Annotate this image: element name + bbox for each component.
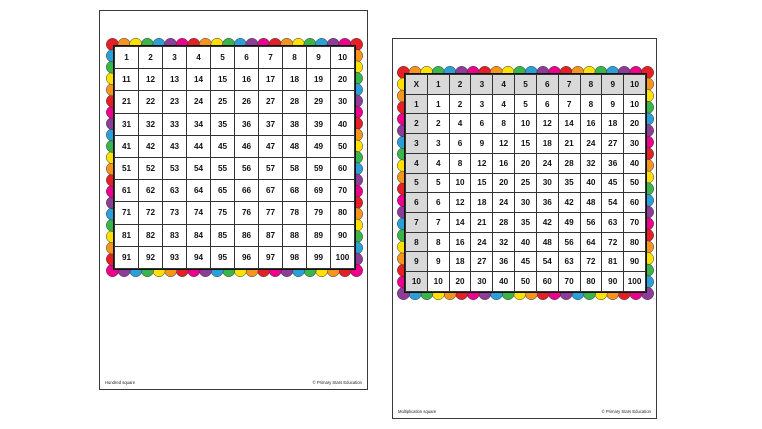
- table-cell: 85: [211, 224, 235, 246]
- table-cell: 40: [580, 173, 602, 193]
- table-cell: 24: [580, 134, 602, 154]
- table-cell: 3: [471, 75, 493, 95]
- table-cell: 52: [139, 157, 163, 179]
- table-cell: 7: [558, 94, 580, 114]
- table-cell: 98: [283, 246, 307, 268]
- table-cell: 94: [187, 246, 211, 268]
- table-row: [406, 252, 646, 272]
- table-cell: 64: [580, 232, 602, 252]
- table-cell: 65: [211, 180, 235, 202]
- table-cell: 96: [235, 246, 259, 268]
- table-cell: 5: [406, 173, 428, 193]
- table-cell: 49: [558, 213, 580, 233]
- table-cell: 66: [235, 180, 259, 202]
- table-cell: 83: [163, 224, 187, 246]
- table-cell: 24: [493, 193, 515, 213]
- table-cell: 45: [515, 252, 537, 272]
- table-cell: 25: [211, 91, 235, 113]
- table-cell: 6: [427, 193, 449, 213]
- table-cell: 30: [515, 193, 537, 213]
- table-cell: 3: [427, 134, 449, 154]
- table-cell: 81: [602, 252, 624, 272]
- table-cell: 60: [331, 157, 355, 179]
- table-cell: 28: [493, 213, 515, 233]
- table-row: [115, 157, 355, 179]
- table-cell: 14: [449, 213, 471, 233]
- table-cell: 16: [493, 153, 515, 173]
- table-cell: 5: [515, 75, 537, 95]
- table-cell: 10: [624, 75, 646, 95]
- multiplication-square-board: [404, 73, 647, 293]
- table-cell: 20: [493, 173, 515, 193]
- table-cell: 46: [235, 135, 259, 157]
- table-cell: 48: [580, 193, 602, 213]
- table-cell: 30: [471, 272, 493, 292]
- table-cell: 16: [580, 114, 602, 134]
- table-cell: 60: [624, 193, 646, 213]
- table-cell: 18: [471, 193, 493, 213]
- table-cell: 21: [558, 134, 580, 154]
- table-cell: 28: [558, 153, 580, 173]
- table-cell: 8: [580, 75, 602, 95]
- table-cell: 90: [624, 252, 646, 272]
- table-cell: 70: [331, 180, 355, 202]
- table-cell: 67: [259, 180, 283, 202]
- table-cell: 21: [115, 91, 139, 113]
- table-cell: 33: [163, 113, 187, 135]
- table-cell: 10: [624, 94, 646, 114]
- table-cell: 4: [449, 114, 471, 134]
- table-cell: 15: [471, 173, 493, 193]
- table-cell: 8: [283, 47, 307, 69]
- table-cell: 30: [624, 134, 646, 154]
- table-cell: 48: [283, 135, 307, 157]
- table-cell: 50: [624, 173, 646, 193]
- table-cell: 36: [493, 252, 515, 272]
- table-cell: 12: [449, 193, 471, 213]
- multiplication-square-table: [405, 74, 646, 292]
- table-cell: 100: [624, 272, 646, 292]
- table-cell: 69: [307, 180, 331, 202]
- table-cell: 99: [307, 246, 331, 268]
- table-cell: 6: [406, 193, 428, 213]
- table-cell: 2: [449, 94, 471, 114]
- table-cell: 1: [427, 75, 449, 95]
- table-cell: 40: [331, 113, 355, 135]
- table-cell: 6: [235, 47, 259, 69]
- table-cell: 20: [449, 272, 471, 292]
- table-cell: 40: [493, 272, 515, 292]
- table-cell: 34: [187, 113, 211, 135]
- table-cell: 3: [163, 47, 187, 69]
- hundred-square-board: [113, 45, 356, 270]
- table-cell: 35: [515, 213, 537, 233]
- table-cell: 24: [187, 91, 211, 113]
- table-cell: 42: [536, 213, 558, 233]
- table-cell: 50: [331, 135, 355, 157]
- table-cell: 42: [558, 193, 580, 213]
- table-cell: 56: [580, 213, 602, 233]
- table-cell: 70: [624, 213, 646, 233]
- table-cell: 9: [602, 94, 624, 114]
- table-cell: 63: [602, 213, 624, 233]
- table-cell: 45: [602, 173, 624, 193]
- table-cell: 18: [283, 69, 307, 91]
- table-cell: 24: [536, 153, 558, 173]
- hundred-square-page: [99, 10, 368, 390]
- table-cell: 59: [307, 157, 331, 179]
- table-row: [406, 232, 646, 252]
- table-cell: 12: [139, 69, 163, 91]
- table-cell: 8: [580, 94, 602, 114]
- table-row: [115, 69, 355, 91]
- table-cell: 79: [307, 202, 331, 224]
- multiplication-square-rainbow-frame: [398, 67, 653, 299]
- table-row: [115, 202, 355, 224]
- table-cell: 6: [536, 75, 558, 95]
- table-cell: 23: [163, 91, 187, 113]
- table-cell: 30: [536, 173, 558, 193]
- table-cell: 8: [493, 114, 515, 134]
- table-cell: 12: [493, 134, 515, 154]
- table-cell: 20: [624, 114, 646, 134]
- hundred-square-rainbow-frame: [107, 39, 362, 276]
- table-cell: 100: [331, 246, 355, 268]
- table-cell: 39: [307, 113, 331, 135]
- table-cell: 2: [406, 114, 428, 134]
- footer-title: Multiplication square: [398, 409, 437, 414]
- table-cell: X: [406, 75, 428, 95]
- table-cell: 9: [406, 252, 428, 272]
- table-cell: 38: [283, 113, 307, 135]
- table-cell: 77: [259, 202, 283, 224]
- table-cell: 97: [259, 246, 283, 268]
- table-row: [406, 193, 646, 213]
- table-cell: 53: [163, 157, 187, 179]
- table-cell: 30: [331, 91, 355, 113]
- table-cell: 19: [307, 69, 331, 91]
- table-cell: 5: [427, 173, 449, 193]
- table-cell: 22: [139, 91, 163, 113]
- table-row: [406, 134, 646, 154]
- table-cell: 88: [283, 224, 307, 246]
- table-cell: 80: [331, 202, 355, 224]
- table-cell: 35: [211, 113, 235, 135]
- table-cell: 4: [493, 94, 515, 114]
- table-cell: 10: [406, 272, 428, 292]
- table-cell: 82: [139, 224, 163, 246]
- table-cell: 90: [602, 272, 624, 292]
- table-cell: 9: [427, 252, 449, 272]
- table-cell: 14: [558, 114, 580, 134]
- table-cell: 4: [427, 153, 449, 173]
- table-cell: 93: [163, 246, 187, 268]
- table-cell: 10: [515, 114, 537, 134]
- table-cell: 10: [427, 272, 449, 292]
- table-row: [406, 75, 646, 95]
- table-row: [115, 224, 355, 246]
- table-cell: 11: [115, 69, 139, 91]
- table-cell: 50: [515, 272, 537, 292]
- table-row: [406, 173, 646, 193]
- table-cell: 6: [449, 134, 471, 154]
- table-cell: 8: [427, 232, 449, 252]
- table-cell: 72: [602, 232, 624, 252]
- table-cell: 16: [235, 69, 259, 91]
- table-cell: 87: [259, 224, 283, 246]
- table-cell: 7: [259, 47, 283, 69]
- table-cell: 51: [115, 157, 139, 179]
- table-cell: 36: [602, 153, 624, 173]
- table-cell: 60: [536, 272, 558, 292]
- table-cell: 64: [187, 180, 211, 202]
- table-cell: 78: [283, 202, 307, 224]
- table-cell: 18: [449, 252, 471, 272]
- hundred-square-table: [114, 46, 355, 269]
- table-cell: 56: [558, 232, 580, 252]
- table-cell: 54: [187, 157, 211, 179]
- table-cell: 1: [406, 94, 428, 114]
- table-cell: 40: [515, 232, 537, 252]
- table-cell: 27: [259, 91, 283, 113]
- table-cell: 43: [163, 135, 187, 157]
- table-cell: 76: [235, 202, 259, 224]
- table-cell: 31: [115, 113, 139, 135]
- table-cell: 1: [427, 94, 449, 114]
- table-cell: 12: [536, 114, 558, 134]
- table-cell: 92: [139, 246, 163, 268]
- table-cell: 12: [471, 153, 493, 173]
- table-cell: 54: [536, 252, 558, 272]
- table-cell: 6: [471, 114, 493, 134]
- table-cell: 73: [163, 202, 187, 224]
- table-cell: 80: [580, 272, 602, 292]
- table-cell: 13: [163, 69, 187, 91]
- table-cell: 47: [259, 135, 283, 157]
- table-cell: 37: [259, 113, 283, 135]
- table-cell: 56: [235, 157, 259, 179]
- table-cell: 32: [580, 153, 602, 173]
- table-cell: 54: [602, 193, 624, 213]
- table-cell: 86: [235, 224, 259, 246]
- footer-title: Hundred square: [105, 380, 136, 385]
- table-cell: 25: [515, 173, 537, 193]
- table-cell: 71: [115, 202, 139, 224]
- table-cell: 40: [624, 153, 646, 173]
- table-cell: 72: [580, 252, 602, 272]
- table-cell: 21: [471, 213, 493, 233]
- table-cell: 5: [211, 47, 235, 69]
- table-cell: 36: [536, 193, 558, 213]
- table-cell: 95: [211, 246, 235, 268]
- table-row: [115, 135, 355, 157]
- table-cell: 7: [558, 75, 580, 95]
- table-row: [406, 153, 646, 173]
- table-cell: 49: [307, 135, 331, 157]
- table-row: [115, 47, 355, 69]
- table-cell: 3: [471, 94, 493, 114]
- table-cell: 75: [211, 202, 235, 224]
- table-cell: 48: [536, 232, 558, 252]
- table-cell: 8: [449, 153, 471, 173]
- table-row: [115, 91, 355, 113]
- table-cell: 36: [235, 113, 259, 135]
- table-cell: 1: [115, 47, 139, 69]
- table-cell: 26: [235, 91, 259, 113]
- table-cell: 10: [331, 47, 355, 69]
- table-cell: 72: [139, 202, 163, 224]
- table-cell: 89: [307, 224, 331, 246]
- table-cell: 55: [211, 157, 235, 179]
- multiplication-square-page: [392, 38, 657, 419]
- table-cell: 24: [471, 232, 493, 252]
- table-cell: 74: [187, 202, 211, 224]
- table-cell: 3: [406, 134, 428, 154]
- table-cell: 45: [211, 135, 235, 157]
- table-cell: 44: [187, 135, 211, 157]
- table-cell: 62: [139, 180, 163, 202]
- table-cell: 29: [307, 91, 331, 113]
- table-cell: 18: [602, 114, 624, 134]
- table-cell: 17: [259, 69, 283, 91]
- table-cell: 6: [536, 94, 558, 114]
- footer-credit: © Primary Stars Education: [312, 380, 362, 385]
- table-cell: 58: [283, 157, 307, 179]
- table-cell: 32: [139, 113, 163, 135]
- table-cell: 63: [163, 180, 187, 202]
- table-cell: 9: [307, 47, 331, 69]
- table-cell: 68: [283, 180, 307, 202]
- table-cell: 63: [558, 252, 580, 272]
- table-row: [406, 94, 646, 114]
- table-cell: 27: [602, 134, 624, 154]
- table-cell: 41: [115, 135, 139, 157]
- table-cell: 28: [283, 91, 307, 113]
- table-cell: 35: [558, 173, 580, 193]
- table-cell: 2: [427, 114, 449, 134]
- table-cell: 32: [493, 232, 515, 252]
- table-cell: 15: [515, 134, 537, 154]
- table-cell: 90: [331, 224, 355, 246]
- table-cell: 8: [406, 232, 428, 252]
- table-cell: 16: [449, 232, 471, 252]
- table-cell: 7: [427, 213, 449, 233]
- table-cell: 4: [493, 75, 515, 95]
- footer-credit: © Primary Stars Education: [601, 409, 651, 414]
- table-cell: 81: [115, 224, 139, 246]
- table-cell: 18: [536, 134, 558, 154]
- table-cell: 42: [139, 135, 163, 157]
- table-cell: 4: [187, 47, 211, 69]
- table-cell: 14: [187, 69, 211, 91]
- table-row: [406, 114, 646, 134]
- table-cell: 20: [331, 69, 355, 91]
- table-cell: 80: [624, 232, 646, 252]
- table-cell: 27: [471, 252, 493, 272]
- table-cell: 10: [449, 173, 471, 193]
- table-cell: 20: [515, 153, 537, 173]
- table-cell: 5: [515, 94, 537, 114]
- table-cell: 70: [558, 272, 580, 292]
- table-cell: 61: [115, 180, 139, 202]
- table-row: [115, 246, 355, 268]
- table-cell: 57: [259, 157, 283, 179]
- table-row: [115, 180, 355, 202]
- table-row: [406, 272, 646, 292]
- table-cell: 2: [449, 75, 471, 95]
- table-row: [115, 113, 355, 135]
- table-cell: 9: [602, 75, 624, 95]
- table-row: [406, 213, 646, 233]
- table-cell: 84: [187, 224, 211, 246]
- table-cell: 7: [406, 213, 428, 233]
- table-cell: 15: [211, 69, 235, 91]
- table-cell: 2: [139, 47, 163, 69]
- table-cell: 91: [115, 246, 139, 268]
- table-cell: 4: [406, 153, 428, 173]
- table-cell: 9: [471, 134, 493, 154]
